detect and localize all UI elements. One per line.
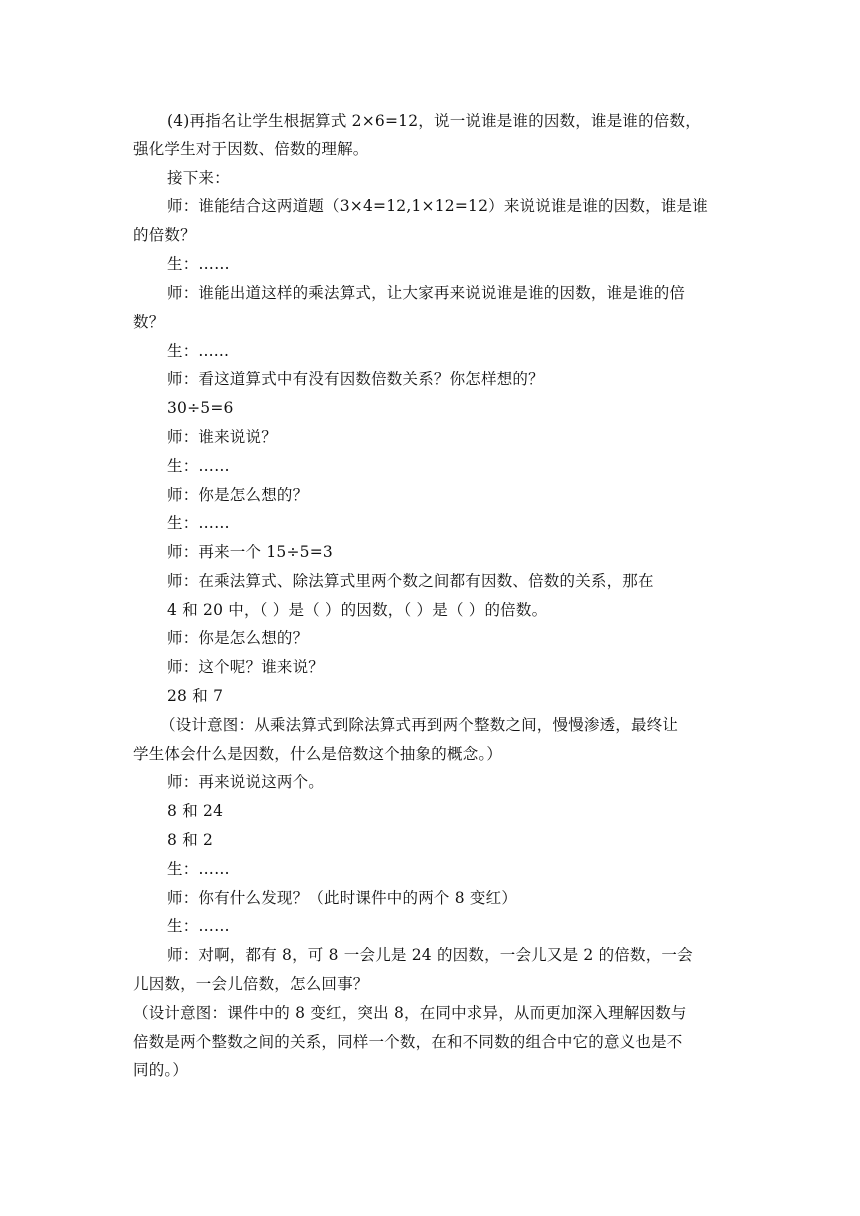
paragraph-line: 师：你是怎么想的？ (167, 486, 309, 504)
paragraph-line: 的倍数？ (133, 226, 196, 244)
paragraph-line: （设计意图：课件中的 8 变红，突出 8，在同中求异，从而更加深入理解因数与 (133, 1004, 687, 1022)
paragraph-line: 学生体会什么是因数，什么是倍数这个抽象的概念。） (133, 745, 503, 763)
paragraph-line: 师：你是怎么想的？ (167, 629, 309, 647)
paragraph-line: 28 和 7 (167, 687, 224, 705)
paragraph-line: 数？ (133, 313, 165, 331)
paragraph-line: 师：看这道算式中有没有因数倍数关系？你怎样想的？ (167, 370, 544, 388)
paragraph-line: 4 和 20 中，（ ）是（ ）的因数，（ ）是（ ）的倍数。 (167, 601, 548, 619)
paragraph-line: 师：谁来说说？ (167, 428, 277, 446)
paragraph-line: 师：这个呢？谁来说？ (167, 658, 325, 676)
paragraph-line: 师：谁能结合这两道题（3×4=12,1×12=12）来说说谁是谁的因数，谁是谁 (167, 197, 708, 215)
paragraph-line: 生：…… (167, 917, 230, 935)
paragraph-line: 生：…… (167, 860, 230, 878)
paragraph-line: 生：...... (167, 342, 230, 360)
paragraph-line: 30÷5=6 (167, 399, 234, 417)
paragraph-line: 8 和 24 (167, 802, 224, 820)
paragraph-line: 强化学生对于因数、倍数的理解。 (133, 140, 369, 158)
paragraph-line: 儿因数，一会儿倍数，怎么回事？ (133, 975, 369, 993)
paragraph-line: 师：谁能出道这样的乘法算式，让大家再来说说谁是谁的因数，谁是谁的倍 (167, 284, 686, 302)
paragraph-line: 师：你有什么发现？（此时课件中的两个 8 变红） (167, 889, 518, 907)
paragraph-line: 接下来： (167, 169, 230, 187)
paragraph-line: 师：再来一个 15÷5=3 (167, 543, 333, 561)
paragraph-line: 生：…… (167, 457, 230, 475)
paragraph-line: 生：…… (167, 255, 230, 273)
paragraph-line: 8 和 2 (167, 831, 214, 849)
paragraph-line: 师：在乘法算式、除法算式里两个数之间都有因数、倍数的关系，那在 (167, 572, 654, 590)
paragraph-line: （设计意图：从乘法算式到除法算式再到两个整数之间，慢慢渗透，最终让 (160, 716, 679, 734)
paragraph-line: 同的。） (133, 1061, 189, 1079)
paragraph-line: 师：再来说说这两个。 (167, 773, 325, 791)
paragraph-line: 生：…… (167, 514, 230, 532)
paragraph-line: 师：对啊，都有 8，可 8 一会儿是 24 的因数，一会儿又是 2 的倍数，一会 (167, 946, 693, 964)
paragraph-line: (4)再指名让学生根据算式 2×6=12，说一说谁是谁的因数，谁是谁的倍数， (167, 112, 701, 130)
paragraph-line: 倍数是两个整数之间的关系，同样一个数，在和不同数的组合中它的意义也是不 (133, 1033, 683, 1051)
